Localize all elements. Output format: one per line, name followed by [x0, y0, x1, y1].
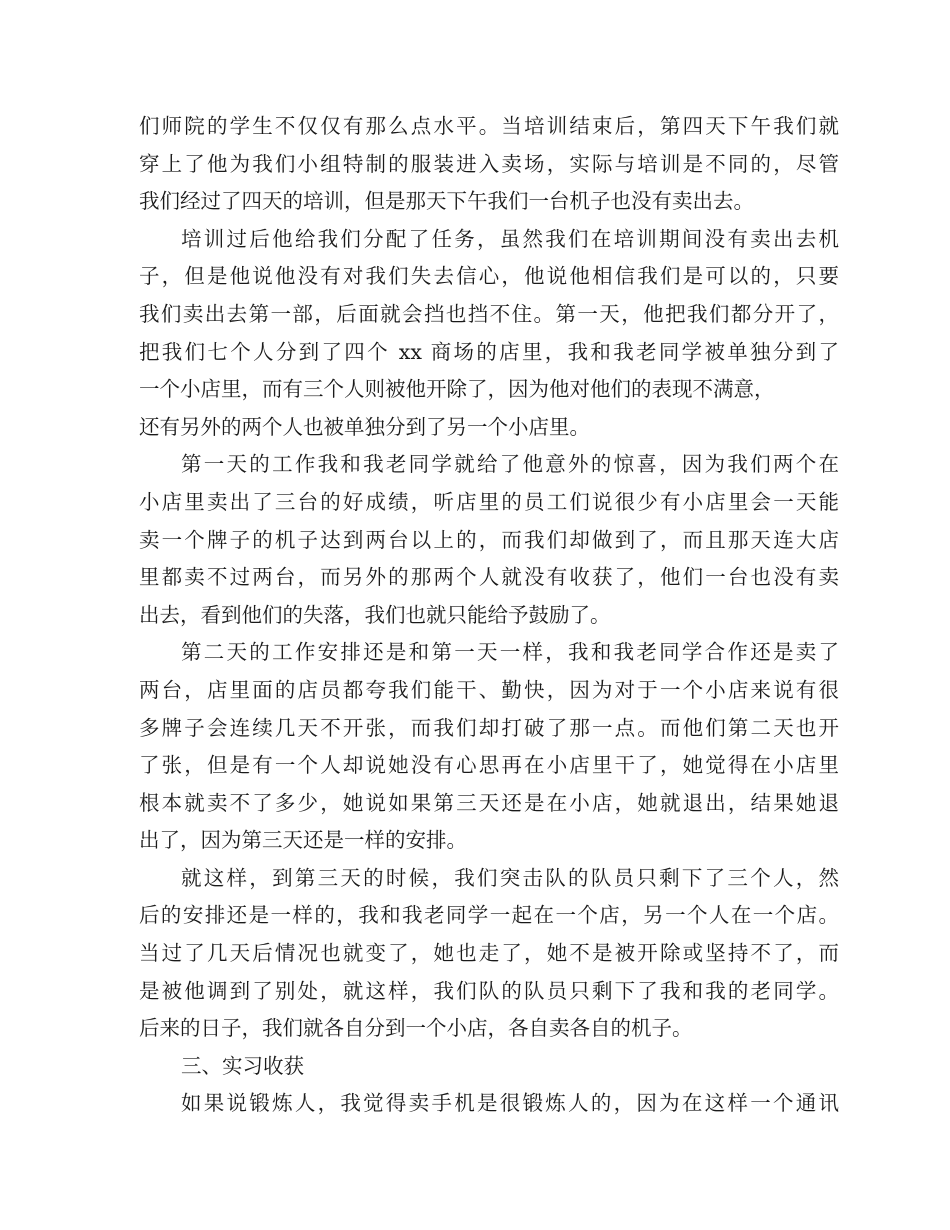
paragraph-first-line: 第二天的工作安排还是和第一天一样，我和我老同学合作还是卖了 [181, 640, 839, 665]
text-line: 根本就卖不了多少，她说如果第三天还是在小店，她就退出，结果她退 [139, 790, 839, 815]
text-line: 穿上了他为我们小组特制的服装进入卖场，实际与培训是不同的，尽管 [139, 151, 839, 176]
text-line: 小店里卖出了三台的好成绩，听店里的员工们说很少有小店里会一天能 [139, 489, 839, 514]
text-line: 后来的日子，我们就各自分到一个小店，各自卖各自的机子。 [139, 1016, 693, 1041]
text-line: 还有另外的两个人也被单独分到了另一个小店里。 [139, 414, 590, 439]
text-line: 子，但是他说他没有对我们失去信心，他说他相信我们是可以的，只要 [139, 264, 839, 289]
text-line: 两台，店里面的店员都夸我们能干、勤快，因为对于一个小店来说有很 [139, 677, 839, 702]
text-line: 里都卖不过两台，而另外的那两个人就没有收获了，他们一台也没有卖 [139, 565, 839, 590]
text-line: 我们经过了四天的培训，但是那天下午我们一台机子也没有卖出去。 [139, 189, 754, 214]
text-line: 了张，但是有一个人却说她没有心思再在小店里干了，她觉得在小店里 [139, 753, 839, 778]
text-line: 一个小店里，而有三个人则被他开除了，因为他对他们的表现不满意， [139, 377, 775, 402]
text-line: 是被他调到了别处，就这样，我们队的队员只剩下了我和我的老同学。 [139, 978, 839, 1003]
text-line: 们师院的学生不仅仅有那么点水平。当培训结束后，第四天下午我们就 [139, 114, 839, 138]
text-line: 后的安排还是一样的，我和我老同学一起在一个店，另一个人在一个店。 [139, 903, 839, 928]
body-text [139, 108, 839, 1123]
paragraph-first-line: 就这样，到第三天的时候，我们突击队的队员只剩下了三个人，然 [181, 865, 839, 890]
text-line: 多牌子会连续几天不开张，而我们却打破了那一点。而他们第二天也开 [139, 715, 839, 740]
text-line: 出去，看到他们的失落，我们也就只能给予鼓励了。 [139, 602, 611, 627]
paragraph-first-line: 三、实习收获 [181, 1053, 304, 1078]
paragraph-first-line: 第一天的工作我和我老同学就给了他意外的惊喜，因为我们两个在 [181, 452, 839, 477]
text-line: 当过了几天后情况也就变了，她也走了，她不是被开除或坚持不了，而 [139, 941, 839, 966]
text-line: 卖一个牌子的机子达到两台以上的，而我们却做到了，而且那天连大店 [139, 527, 839, 552]
paragraph-first-line: 如果说锻炼人，我觉得卖手机是很锻炼人的，因为在这样一个通讯 [181, 1091, 839, 1116]
text-line: 我们卖出去第一部，后面就会挡也挡不住。第一天，他把我们都分开了， [139, 301, 839, 326]
text-line: 出了，因为第三天还是一样的安排。 [139, 828, 467, 853]
text-line: 把我们七个人分到了四个 xx 商场的店里，我和我老同学被单独分到了 [139, 339, 839, 364]
paragraph-first-line: 培训过后他给我们分配了任务，虽然我们在培训期间没有卖出去机 [181, 226, 839, 251]
